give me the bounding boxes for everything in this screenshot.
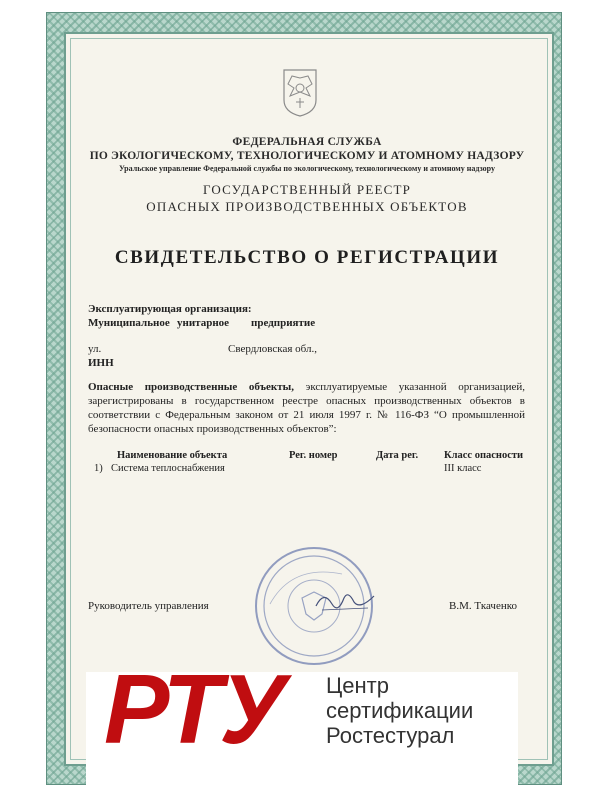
organization-name-part2: унитарное bbox=[177, 317, 230, 329]
agency-department: Уральское управление Федеральной службы по экологическому, технологическому и атомному надзору bbox=[118, 164, 496, 173]
hazard-class: III класс bbox=[444, 463, 482, 474]
organization-name-part1: Муниципальное bbox=[88, 317, 170, 329]
inn-label: ИНН bbox=[88, 357, 114, 369]
column-header-reg-date: Дата рег. bbox=[376, 450, 419, 461]
row-number: 1) bbox=[94, 463, 103, 474]
paragraph-text: эксплуатируемые указанной организацией, зарегистрированы в государственном реестре опасных производственных объектов в соответствии с Федеральным законом от 21 июля 1997 г. № 116-ФЗ “О промышленной безопасности опасных производственных объектов”: bbox=[88, 381, 525, 435]
registry-title-line2: ОПАСНЫХ ПРОИЗВОДСТВЕННЫХ ОБЪЕКТОВ bbox=[146, 199, 468, 214]
column-header-hazard-class: Класс опасности bbox=[444, 450, 524, 461]
organization-name-part3: предприятие bbox=[251, 317, 316, 329]
signatory-position: Руководитель управления bbox=[88, 600, 209, 612]
registry-title-line1: ГОСУДАРСТВЕННЫЙ РЕЕСТР bbox=[202, 182, 412, 197]
logo-text-line3: Ростестурал bbox=[326, 723, 455, 748]
column-header-name: Наименование объекта bbox=[117, 450, 228, 461]
agency-name-line2: ПО ЭКОЛОГИЧЕСКОМУ, ТЕХНОЛОГИЧЕСКОМУ И АТОМНОМУ НАДЗОРУ bbox=[89, 150, 525, 162]
agency-name-line1: ФЕДЕРАЛЬНАЯ СЛУЖБА bbox=[232, 136, 382, 148]
signature-icon bbox=[312, 586, 378, 616]
signatory-name: В.М. Ткаченко bbox=[449, 600, 518, 612]
organization-label: Эксплуатирующая организация: bbox=[88, 303, 252, 315]
address-street: ул. bbox=[88, 343, 102, 355]
registration-paragraph bbox=[88, 380, 525, 436]
column-header-reg-number: Рег. номер bbox=[289, 450, 338, 461]
address-region: Свердловская обл., bbox=[228, 343, 317, 355]
logo-text-line2: сертификации bbox=[326, 698, 474, 723]
coat-of-arms-icon bbox=[280, 66, 320, 118]
certificate-title: СВИДЕТЕЛЬСТВО О РЕГИСТРАЦИИ bbox=[114, 247, 500, 268]
rtu-logo: РТУ bbox=[104, 654, 283, 764]
object-name: Система теплоснабжения bbox=[111, 463, 225, 474]
logo-text-line1: Центр bbox=[326, 673, 389, 698]
paragraph-bold-start: Опасные производственные объекты, bbox=[88, 381, 294, 393]
